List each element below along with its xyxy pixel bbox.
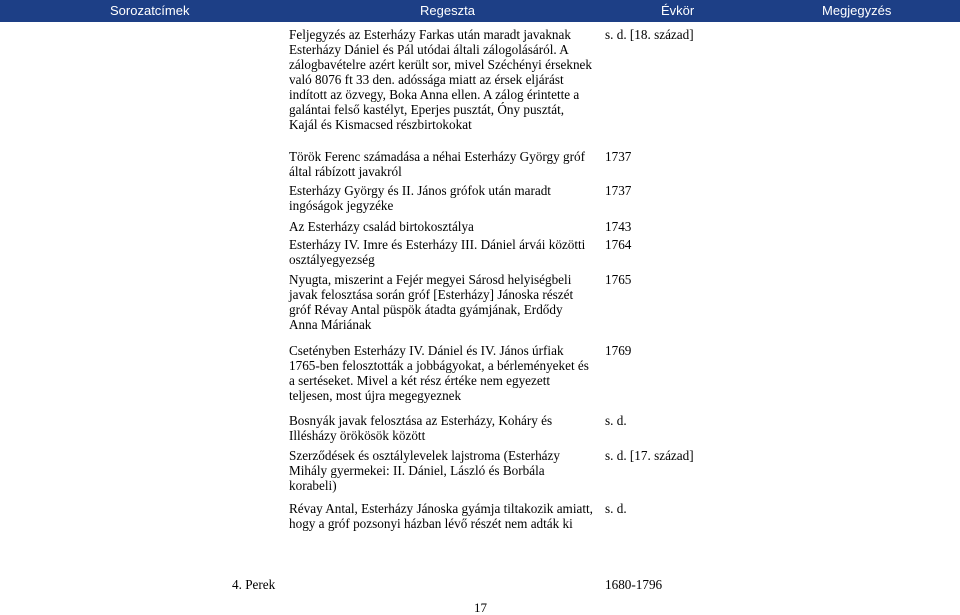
footer-year-range: 1680-1796	[605, 577, 663, 592]
entry-date: 1764	[605, 237, 632, 252]
entry-description: Nyugta, miszerint a Fejér megyei Sárosd helyiségbeli javak felosztása során gróf [Esterházy] Jánoska részét gróf Révay Antal püspök átadta gyámjának, Erdődy Anna Máriának	[289, 272, 574, 332]
column-header-series[interactable]: Sorozatcímek	[110, 3, 190, 18]
entry-date: s. d.	[605, 501, 627, 516]
entry-description: Esterházy IV. Imre és Esterházy III. Dániel árvái közötti osztályegyezség	[289, 237, 586, 267]
entry-description: Szerződések és osztálylevelek lajstroma (Esterházy Mihály gyermekei: II. Dániel, László és Borbála korabeli)	[289, 448, 560, 493]
document-body	[0, 22, 960, 614]
page-number: 17	[474, 600, 487, 615]
entry-date: s. d.	[605, 413, 627, 428]
entry-date: 1765	[605, 272, 632, 287]
entry-description: Bosnyák javak felosztása az Esterházy, Koháry és Illésházy örökösök között	[289, 413, 553, 443]
entry-date: 1743	[605, 219, 632, 234]
entry-description: Esterházy György és II. János grófok után maradt ingóságok jegyzéke	[289, 183, 551, 213]
column-header-year[interactable]: Évkör	[661, 3, 695, 18]
entry-date: 1769	[605, 343, 632, 358]
entry-description: Feljegyzés az Esterházy Farkas után maradt javaknak Esterházy Dániel és Pál utódai általi zálogolásáról. A zálogbavételre azért került sor, mivel Széchényi érseknek való 8076 ft 33 den. adóssága miatt az érsek eljárást indított az özvegy, Boka Anna ellen. A zálog érintette a galántai felső kastélyt, Eperjes pusztát, Óny pusztát, Kajál és Kismacsed részbirtokokat	[289, 27, 593, 132]
entry-date: s. d. [18. század]	[605, 27, 694, 42]
entry-description: Az Esterházy család birtokosztálya	[289, 219, 474, 234]
column-header-regest[interactable]: Regeszta	[420, 3, 475, 18]
footer-chapter: 4. Perek	[232, 577, 276, 592]
entry-description: Csetényben Esterházy IV. Dániel és IV. János úrfiak 1765-ben felosztották a jobbágyokat, a bérleményeket és a sertéseket. Mivel a két rész értéke nem egyezett teljesen, most újra megegyeznek	[289, 343, 589, 403]
column-header-bar	[0, 0, 960, 22]
entry-description: Török Ferenc számadása a néhai Esterházy György gróf által rábízott javakról	[289, 149, 585, 179]
column-header-notes[interactable]: Megjegyzés	[822, 3, 892, 18]
entry-date: s. d. [17. század]	[605, 448, 694, 463]
entry-date: 1737	[605, 183, 632, 198]
entry-date: 1737	[605, 149, 632, 164]
entry-description: Révay Antal, Esterházy Jánoska gyámja tiltakozik amiatt, hogy a gróf pozsonyi házban lévő részét nem adták ki	[289, 501, 593, 531]
